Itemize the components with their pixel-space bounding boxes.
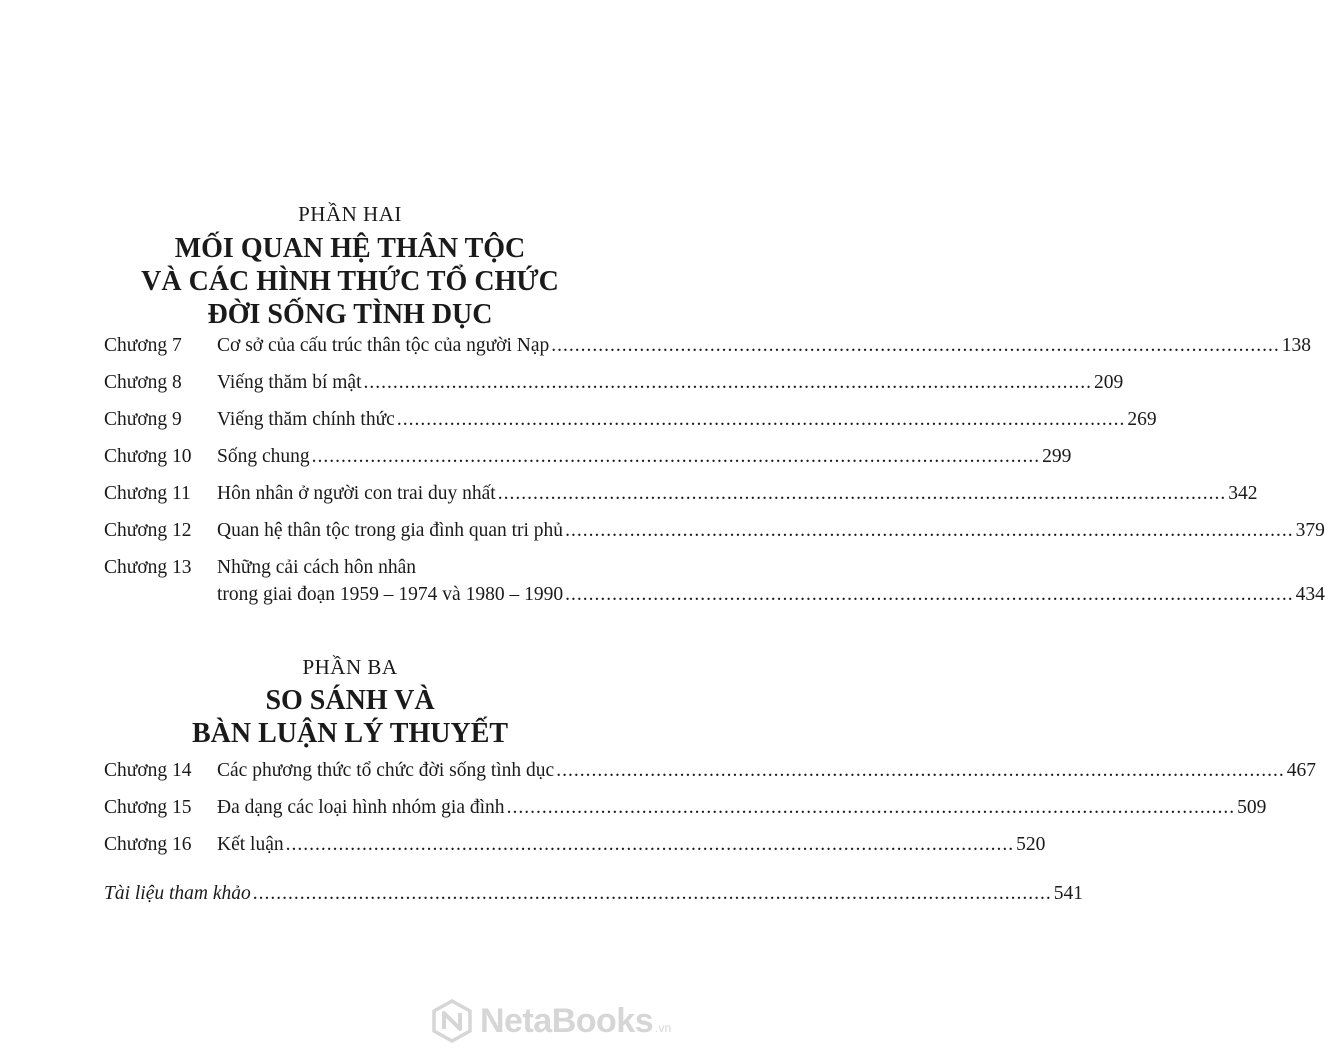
toc-row-chapter-7[interactable] [104, 333, 1312, 359]
chapter-title: Viếng thăm bí mật [217, 372, 362, 393]
page-number: 379 [1295, 520, 1325, 541]
page-number: 299 [1042, 446, 1072, 467]
page-number: 209 [1094, 372, 1124, 393]
netabooks-logo-icon [430, 999, 474, 1043]
chapter-number: Chương 14 [104, 760, 192, 781]
chapter-number: Chương 9 [104, 409, 182, 430]
title-line: ĐỜI SỐNG TÌNH DỤC [207, 299, 493, 330]
dot-leader: ............................................................................................................................ [565, 584, 1294, 605]
part-two-title [0, 232, 700, 331]
chapter-title: Cơ sở của cấu trúc thân tộc của người Nạp [217, 335, 550, 356]
chapter-number: Chương 15 [104, 797, 192, 818]
title-line: MỐI QUAN HỆ THÂN TỘC [174, 233, 526, 264]
dot-leader: ............................................................................................................................ [506, 797, 1236, 818]
chapter-number: Chương 7 [104, 335, 182, 356]
toc-row-chapter-13[interactable] [104, 555, 609, 581]
watermark [430, 998, 692, 1044]
toc-row-chapter-8[interactable] [104, 370, 1124, 396]
references-title: Tài liệu tham khảo [104, 883, 251, 904]
title-line: VÀ CÁC HÌNH THỨC TỔ CHỨC [141, 266, 559, 297]
chapter-title: Các phương thức tổ chức đời sống tình dục [217, 760, 555, 781]
chapter-title: Sống chung [217, 446, 310, 467]
dot-leader: ............................................................................................................................ [285, 834, 1015, 855]
chapter-title-line1: Những cải cách hôn nhân [217, 557, 416, 578]
toc-row-chapter-9[interactable] [104, 407, 1157, 433]
title-line: BÀN LUẬN LÝ THUYẾT [191, 718, 509, 749]
chapter-title: Kết luận [217, 834, 284, 855]
page-number: 509 [1237, 797, 1267, 818]
chapter-number: Chương 10 [104, 446, 192, 467]
dot-leader: ............................................................................................................................ [396, 409, 1126, 430]
dot-leader: ............................................................................................................................ [556, 760, 1285, 781]
watermark-name: NetaBooks [480, 1001, 654, 1040]
dot-leader: ........................................................................................................................................ [252, 883, 1052, 904]
dot-leader: ............................................................................................................................ [551, 335, 1280, 356]
chapter-number: Chương 13 [104, 557, 192, 578]
page-number: 467 [1286, 760, 1316, 781]
dot-leader: ............................................................................................................................ [311, 446, 1041, 467]
chapter-number: Chương 12 [104, 520, 192, 541]
page-number: 342 [1228, 483, 1258, 504]
title-line: SO SÁNH VÀ [265, 685, 435, 716]
toc-row-chapter-15[interactable] [104, 795, 1267, 821]
toc-row-references[interactable] [104, 881, 1084, 907]
part-three-label: PHẦN BA [302, 655, 398, 679]
page-number: 541 [1053, 883, 1084, 904]
toc-row-chapter-10[interactable] [104, 444, 1072, 470]
toc-row-chapter-11[interactable] [104, 481, 1258, 507]
part-two-label: PHẦN HAI [298, 202, 402, 226]
chapter-number: Chương 8 [104, 372, 182, 393]
toc-row-chapter-13-cont[interactable] [104, 582, 1325, 608]
page-number: 269 [1127, 409, 1157, 430]
chapter-title: Đa dạng các loại hình nhóm gia đình [217, 797, 505, 818]
chapter-number: Chương 16 [104, 834, 192, 855]
chapter-title: Viếng thăm chính thức [217, 409, 395, 430]
chapter-title-line2: trong giai đoạn 1959 – 1974 và 1980 – 1990 [217, 584, 564, 605]
page-number: 520 [1016, 834, 1046, 855]
watermark-suffix: .vn [655, 1021, 672, 1035]
page-number: 434 [1295, 584, 1325, 605]
chapter-title: Quan hệ thân tộc trong gia đình quan tri phủ [217, 520, 564, 541]
dot-leader: ............................................................................................................................ [497, 483, 1227, 504]
toc-row-chapter-12[interactable] [104, 518, 1325, 544]
toc-row-chapter-14[interactable] [104, 758, 1316, 784]
dot-leader: ............................................................................................................................ [565, 520, 1294, 541]
chapter-title: Hôn nhân ở người con trai duy nhất [217, 483, 496, 504]
part-three-title [0, 684, 700, 750]
page-number: 138 [1281, 335, 1312, 356]
dot-leader: ............................................................................................................................ [363, 372, 1093, 393]
toc-row-chapter-16[interactable] [104, 832, 1046, 858]
chapter-number: Chương 11 [104, 483, 191, 504]
